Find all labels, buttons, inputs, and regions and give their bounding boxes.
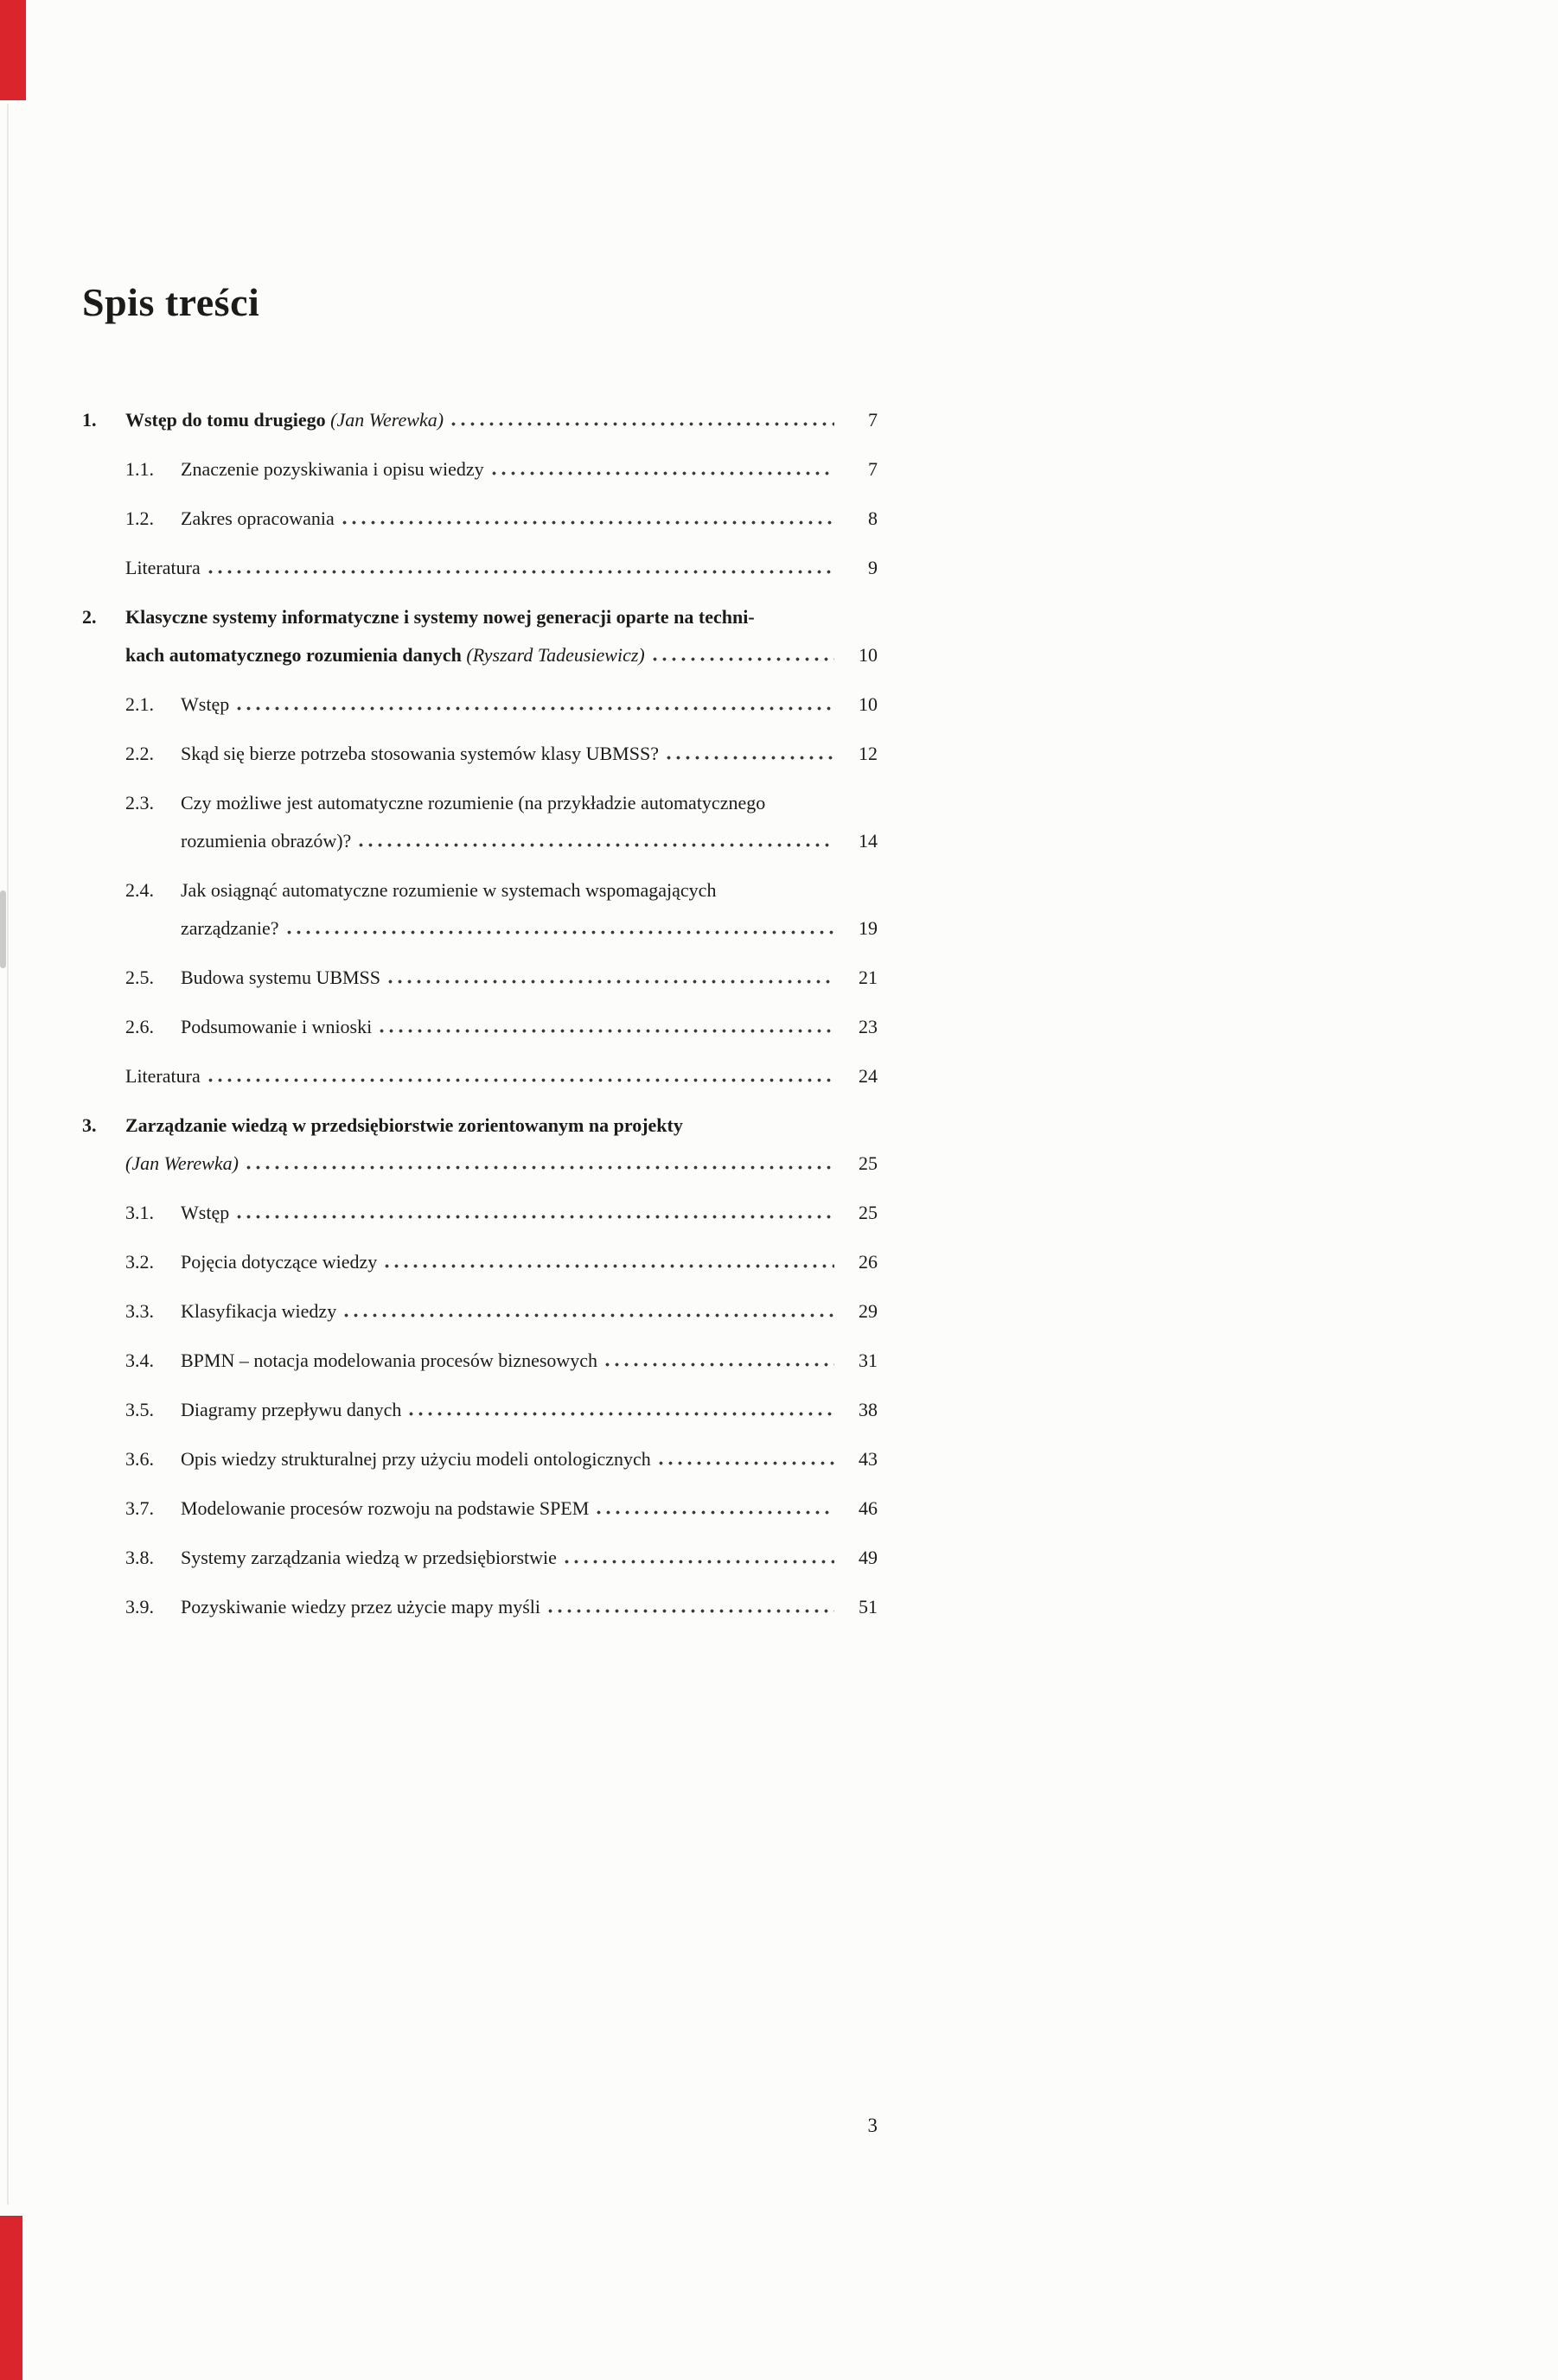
toc-page-number: 21 bbox=[859, 967, 878, 988]
toc-entry bbox=[82, 686, 878, 724]
toc-entry-number: 3.4. bbox=[125, 1350, 154, 1371]
leader-dots bbox=[667, 756, 834, 760]
leader-dots bbox=[208, 570, 834, 574]
toc-entry-line bbox=[181, 959, 878, 997]
toc-title-text: Literatura bbox=[125, 557, 201, 578]
toc-entry-line bbox=[181, 450, 878, 488]
toc-entry-number: 2.1. bbox=[125, 693, 154, 715]
toc-page-number: 43 bbox=[859, 1448, 878, 1470]
leader-dots bbox=[409, 1412, 834, 1416]
leader-dots bbox=[492, 471, 834, 475]
toc-entry-line bbox=[181, 1342, 878, 1380]
toc-entry-title bbox=[125, 1057, 201, 1095]
toc-author: (Jan Werewka) bbox=[125, 1152, 239, 1174]
toc-page-number: 24 bbox=[859, 1065, 878, 1087]
toc-entry-body bbox=[125, 549, 878, 587]
toc-title-text: Klasyfikacja wiedzy bbox=[181, 1300, 337, 1322]
toc-entry-line bbox=[181, 500, 878, 538]
toc-page-number: 7 bbox=[868, 458, 878, 480]
toc-title-text: Podsumowanie i wnioski bbox=[181, 1016, 373, 1037]
toc-author: (Jan Werewka) bbox=[330, 409, 444, 431]
leader-dots bbox=[597, 1510, 834, 1515]
toc-entry-title bbox=[181, 959, 380, 997]
toc-entry-title bbox=[181, 1342, 597, 1380]
toc-title-text: Pojęcia dotyczące wiedzy bbox=[181, 1251, 378, 1273]
toc-entry-body bbox=[181, 1440, 878, 1478]
toc-title-text: Pozyskiwanie wiedzy przez użycie mapy myśli bbox=[181, 1596, 541, 1618]
toc-entry-line bbox=[181, 1440, 878, 1478]
toc-page-number: 29 bbox=[859, 1300, 878, 1322]
toc-author: (Ryszard Tadeusiewicz) bbox=[466, 644, 645, 666]
toc-entry-title bbox=[125, 549, 201, 587]
toc-entry-body bbox=[181, 500, 878, 538]
toc-entry bbox=[82, 1292, 878, 1330]
toc-entry-line bbox=[125, 549, 878, 587]
toc-entry-line bbox=[181, 909, 878, 948]
toc-title-text: Diagramy przepływu danych bbox=[181, 1399, 402, 1420]
toc-page-number: 23 bbox=[859, 1016, 878, 1037]
leader-dots bbox=[659, 1461, 834, 1465]
toc-title-text: Budowa systemu UBMSS bbox=[181, 967, 381, 988]
leader-dots bbox=[344, 1313, 834, 1318]
toc-entry bbox=[82, 735, 878, 773]
toc-entry-title bbox=[181, 871, 716, 909]
toc-entry-line bbox=[181, 871, 878, 909]
toc-page-number: 14 bbox=[859, 830, 878, 852]
toc-page-number: 8 bbox=[868, 507, 878, 529]
leader-dots bbox=[565, 1560, 834, 1564]
toc-entry-number: 1. bbox=[82, 409, 97, 431]
toc-entry-number: 1.1. bbox=[125, 458, 154, 480]
toc-entry-line bbox=[181, 1539, 878, 1577]
toc-entry-number: 2.3. bbox=[125, 792, 154, 814]
toc-entry-body bbox=[181, 450, 878, 488]
toc-title-text: Zarządzanie wiedzą w przedsiębiorstwie zorientowanym na projekty bbox=[125, 1114, 683, 1136]
toc-entry-line bbox=[181, 1588, 878, 1626]
toc-entry-line bbox=[125, 1107, 878, 1145]
toc-entry-body bbox=[181, 784, 878, 860]
toc-entry-title bbox=[181, 1243, 377, 1281]
toc-entry bbox=[82, 784, 878, 860]
toc-entry-line bbox=[125, 598, 878, 636]
toc-entry-body bbox=[181, 735, 878, 773]
toc-entry bbox=[82, 1391, 878, 1429]
toc-title-text: Systemy zarządzania wiedzą w przedsiębiorstwie bbox=[181, 1547, 557, 1568]
toc-entry-title bbox=[181, 1588, 540, 1626]
toc-entry-title bbox=[181, 1391, 401, 1429]
leader-dots bbox=[388, 979, 834, 984]
toc-entry bbox=[82, 1194, 878, 1232]
toc-entry-body bbox=[125, 598, 878, 674]
toc-page-number: 46 bbox=[859, 1497, 878, 1519]
toc-entry-title bbox=[181, 822, 351, 860]
toc-entry-number: 3.1. bbox=[125, 1202, 154, 1223]
toc-entry-body bbox=[125, 1057, 878, 1095]
toc-entry bbox=[82, 1342, 878, 1380]
toc-entry bbox=[82, 1008, 878, 1046]
toc-entry-line bbox=[181, 1391, 878, 1429]
toc-entry-body bbox=[181, 1194, 878, 1232]
leader-dots bbox=[380, 1029, 834, 1033]
toc-entry-line bbox=[181, 1490, 878, 1528]
toc-entry-line bbox=[125, 1057, 878, 1095]
toc-entry-title bbox=[181, 1194, 229, 1232]
toc-page-number: 26 bbox=[859, 1251, 878, 1273]
toc-entry bbox=[82, 1440, 878, 1478]
toc-entry-title bbox=[181, 686, 229, 724]
toc-title-text: BPMN – notacja modelowania procesów biznesowych bbox=[181, 1350, 598, 1371]
toc-entry-title bbox=[125, 598, 755, 636]
toc-entry-number: 2.2. bbox=[125, 743, 154, 764]
scanner-edge-line bbox=[7, 104, 9, 2205]
toc-entry bbox=[82, 401, 878, 439]
toc-entry-title bbox=[181, 1440, 651, 1478]
leader-dots bbox=[605, 1362, 834, 1367]
toc-page-number: 49 bbox=[859, 1547, 878, 1568]
leader-dots bbox=[208, 1078, 834, 1082]
toc-title-text: Wstęp bbox=[181, 693, 230, 715]
toc-entry-line bbox=[181, 1008, 878, 1046]
toc-entry-body bbox=[125, 401, 878, 439]
toc-entry-title bbox=[181, 1292, 336, 1330]
scan-smudge bbox=[0, 890, 6, 968]
toc-entry-body bbox=[125, 1107, 878, 1183]
toc-page-number: 51 bbox=[859, 1596, 878, 1618]
toc-entry bbox=[82, 959, 878, 997]
toc-entry-line bbox=[181, 784, 878, 822]
toc-title-text: Znaczenie pozyskiwania i opisu wiedzy bbox=[181, 458, 484, 480]
toc-entry-title bbox=[125, 1145, 239, 1183]
leader-dots bbox=[246, 1165, 834, 1170]
toc-entry-title bbox=[181, 909, 279, 948]
toc-entry-line bbox=[181, 1243, 878, 1281]
toc-entry-body bbox=[181, 1292, 878, 1330]
leader-dots bbox=[342, 520, 834, 525]
toc-title-text: Skąd się bierze potrzeba stosowania systemów klasy UBMSS? bbox=[181, 743, 659, 764]
toc-page-number: 31 bbox=[859, 1350, 878, 1371]
toc-entry-line bbox=[181, 686, 878, 724]
toc-entry-title bbox=[181, 1539, 557, 1577]
toc-title-text: Zakres opracowania bbox=[181, 507, 335, 529]
toc-entry-number: 2.4. bbox=[125, 879, 154, 901]
toc-page-number: 25 bbox=[859, 1202, 878, 1223]
toc-entry-number: 2. bbox=[82, 606, 97, 628]
toc-page-number: 7 bbox=[868, 409, 878, 431]
toc-entry-title bbox=[181, 500, 335, 538]
toc-entry bbox=[82, 871, 878, 948]
toc-entry-body bbox=[181, 1588, 878, 1626]
toc-entry-title bbox=[125, 636, 645, 674]
toc-entry bbox=[82, 500, 878, 538]
toc-entry-number: 3.5. bbox=[125, 1399, 154, 1420]
toc-entry-title bbox=[181, 1008, 372, 1046]
toc-entry-line bbox=[181, 1292, 878, 1330]
toc-entry bbox=[82, 1490, 878, 1528]
toc-entry-number: 3.7. bbox=[125, 1497, 154, 1519]
toc-entry-body bbox=[181, 1391, 878, 1429]
toc-entry bbox=[82, 549, 878, 587]
toc-page-number: 10 bbox=[859, 644, 878, 666]
toc-entry bbox=[82, 598, 878, 674]
leader-dots bbox=[451, 422, 834, 426]
toc-entry bbox=[82, 1057, 878, 1095]
toc-title-text: Literatura bbox=[125, 1065, 201, 1087]
toc-entry-title bbox=[181, 735, 659, 773]
toc-entry-title bbox=[181, 784, 765, 822]
toc-entry-line bbox=[125, 401, 878, 439]
toc-entry-title bbox=[125, 401, 444, 439]
toc-entry-title bbox=[181, 1490, 589, 1528]
toc-page-number: 38 bbox=[859, 1399, 878, 1420]
toc-page-number: 10 bbox=[859, 693, 878, 715]
leader-dots bbox=[385, 1264, 834, 1268]
toc-entry-body bbox=[181, 1342, 878, 1380]
leader-dots bbox=[237, 706, 834, 711]
toc-entry bbox=[82, 1107, 878, 1183]
page-number: 3 bbox=[867, 2115, 878, 2136]
toc-entry-number: 3. bbox=[82, 1114, 97, 1136]
toc-title-text: Klasyczne systemy informatyczne i systemy nowej generacji oparte na techni- bbox=[125, 606, 755, 628]
book-binding-mark-bottom bbox=[0, 2216, 22, 2380]
leader-dots bbox=[287, 930, 834, 935]
toc-entry bbox=[82, 450, 878, 488]
toc-title-text: Wstęp do tomu drugiego bbox=[125, 409, 331, 431]
toc-title-text: Opis wiedzy strukturalnej przy użyciu modeli ontologicznych bbox=[181, 1448, 651, 1470]
toc-entry-body bbox=[181, 959, 878, 997]
toc-entry-body bbox=[181, 1243, 878, 1281]
page-title: Spis treści bbox=[82, 279, 260, 324]
toc-entry-line bbox=[125, 636, 878, 674]
toc-page-number: 9 bbox=[868, 557, 878, 578]
toc-title-text: Wstęp bbox=[181, 1202, 230, 1223]
leader-dots bbox=[237, 1215, 834, 1219]
toc-title-text: Modelowanie procesów rozwoju na podstawie SPEM bbox=[181, 1497, 590, 1519]
toc-entry-body bbox=[181, 1539, 878, 1577]
toc-entry-number: 2.5. bbox=[125, 967, 154, 988]
toc-title-text: rozumienia obrazów)? bbox=[181, 830, 352, 852]
toc-entry-number: 3.9. bbox=[125, 1596, 154, 1618]
toc-entry-number: 3.8. bbox=[125, 1547, 154, 1568]
toc-entry-title bbox=[181, 450, 484, 488]
toc-page-number: 19 bbox=[859, 917, 878, 939]
leader-dots bbox=[653, 657, 834, 661]
toc-title-text: zarządzanie? bbox=[181, 917, 279, 939]
book-binding-mark-top bbox=[0, 0, 26, 100]
toc-entry bbox=[82, 1243, 878, 1281]
toc-entry-number: 3.6. bbox=[125, 1448, 154, 1470]
table-of-contents bbox=[82, 399, 878, 1637]
toc-entry-body bbox=[181, 871, 878, 948]
leader-dots bbox=[359, 843, 834, 847]
toc-entry-body bbox=[181, 1008, 878, 1046]
toc-entry-line bbox=[181, 735, 878, 773]
toc-entry bbox=[82, 1539, 878, 1577]
toc-entry-body bbox=[181, 1490, 878, 1528]
toc-entry-line bbox=[181, 1194, 878, 1232]
toc-entry-number: 3.2. bbox=[125, 1251, 154, 1273]
toc-title-text: Jak osiągnąć automatyczne rozumienie w systemach wspomagających bbox=[181, 879, 717, 901]
toc-title-text: Czy możliwe jest automatyczne rozumienie (na przykładzie automatycznego bbox=[181, 792, 766, 814]
toc-entry-line bbox=[181, 822, 878, 860]
toc-entry-number: 1.2. bbox=[125, 507, 154, 529]
toc-entry-number: 3.3. bbox=[125, 1300, 154, 1322]
toc-entry-title bbox=[125, 1107, 683, 1145]
toc-page-number: 25 bbox=[859, 1152, 878, 1174]
toc-entry-line bbox=[125, 1145, 878, 1183]
toc-entry-number: 2.6. bbox=[125, 1016, 154, 1037]
toc-page-number: 12 bbox=[859, 743, 878, 764]
toc-entry-body bbox=[181, 686, 878, 724]
toc-title-text: kach automatycznego rozumienia danych bbox=[125, 644, 467, 666]
toc-entry bbox=[82, 1588, 878, 1626]
leader-dots bbox=[548, 1609, 834, 1613]
